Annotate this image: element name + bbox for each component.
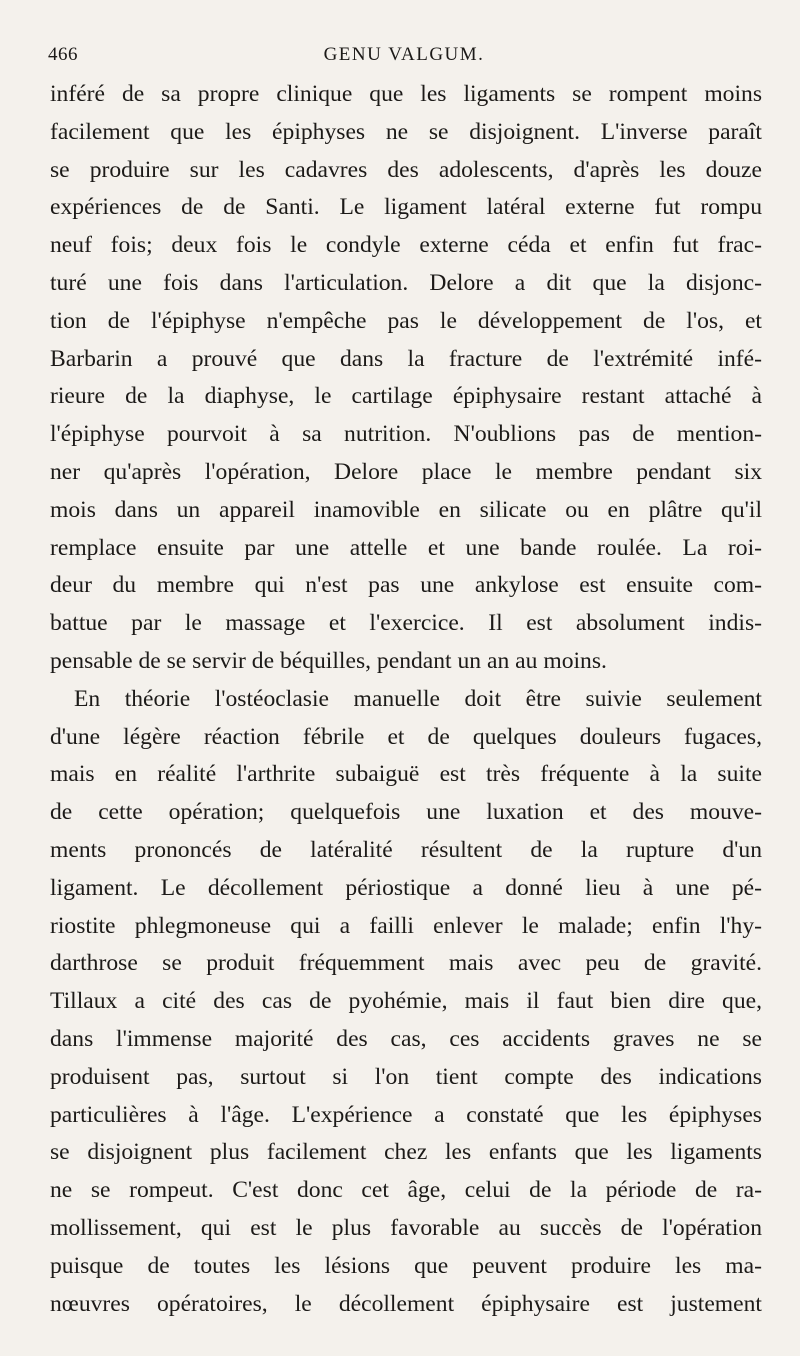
text-line: se produire sur les cadavres des adolescents, d'après les douze xyxy=(50,156,762,183)
text-line: ne se rompeut. C'est donc cet âge, celui de la période de ra- xyxy=(50,1177,762,1204)
text-line: expériences de de Santi. Le ligament latéral externe fut rompu xyxy=(50,194,762,221)
text-line: Tillaux a cité des cas de pyohémie, mais il faut bien dire que, xyxy=(50,988,762,1015)
page-number: 466 xyxy=(48,44,78,65)
text-line: rieure de la diaphyse, le cartilage épiphysaire restant attaché à xyxy=(50,383,762,410)
paragraph-2 xyxy=(50,681,762,1324)
text-line: mollissement, qui est le plus favorable au succès de l'opération xyxy=(50,1214,762,1241)
text-line: l'épiphyse pourvoit à sa nutrition. N'oublions pas de mention- xyxy=(50,421,762,448)
text-line: ments prononcés de latéralité résultent de la rupture d'un xyxy=(50,836,762,863)
running-title: GENU VALGUM. xyxy=(323,44,485,65)
text-line: Barbarin a prouvé que dans la fracture de l'extrémité infé- xyxy=(50,345,762,372)
running-head xyxy=(48,44,760,70)
text-line: pensable de se servir de béquilles, pendant un an au moins. xyxy=(50,647,607,674)
text-line: de cette opération; quelquefois une luxation et des mouve- xyxy=(50,799,762,826)
text-line: puisque de toutes les lésions que peuvent produire les ma- xyxy=(50,1252,762,1279)
text-line: inféré de sa propre clinique que les ligaments se rompent moins xyxy=(50,81,762,107)
text-line: produisent pas, surtout si l'on tient compte des indications xyxy=(50,1063,762,1090)
text-line: darthrose se produit fréquemment mais avec peu de gravité. xyxy=(50,950,762,977)
text-line: turé une fois dans l'articulation. Delore a dit que la disjonc- xyxy=(50,269,762,296)
text-line: particulières à l'âge. L'expérience a constaté que les épiphyses xyxy=(50,1101,762,1128)
text-line: mois dans un appareil inamovible en silicate ou en plâtre qu'il xyxy=(50,496,762,523)
text-line: riostite phlegmoneuse qui a failli enlever le malade; enfin l'hy- xyxy=(50,912,762,939)
text-line: neuf fois; deux fois le condyle externe céda et enfin fut frac- xyxy=(50,232,762,259)
text-line: ner qu'après l'opération, Delore place le membre pendant six xyxy=(50,458,762,485)
text-line: facilement que les épiphyses ne se disjoignent. L'inverse paraît xyxy=(50,118,762,145)
text-line: se disjoignent plus facilement chez les enfants que les ligaments xyxy=(50,1139,762,1166)
text-line: ligament. Le décollement périostique a donné lieu à une pé- xyxy=(50,874,762,901)
text-line: remplace ensuite par une attelle et une bande roulée. La roi- xyxy=(50,534,762,561)
text-line: nœuvres opératoires, le décollement épiphysaire est justement xyxy=(50,1290,762,1317)
text-line: tion de l'épiphyse n'empêche pas le développement de l'os, et xyxy=(50,307,762,334)
text-line: d'une légère réaction fébrile et de quelques douleurs fugaces, xyxy=(50,723,762,750)
text-line: En théorie l'ostéoclasie manuelle doit être suivie seulement xyxy=(74,685,762,712)
text-line: battue par le massage et l'exercice. Il est absolument indis- xyxy=(50,610,762,637)
text-line: deur du membre qui n'est pas une ankylose est ensuite com- xyxy=(50,572,762,599)
text-line: dans l'immense majorité des cas, ces accidents graves ne se xyxy=(50,1025,762,1052)
body-text xyxy=(50,76,762,1323)
text-line: mais en réalité l'arthrite subaiguë est très fréquente à la suite xyxy=(50,761,762,788)
paragraph-1 xyxy=(50,76,762,681)
